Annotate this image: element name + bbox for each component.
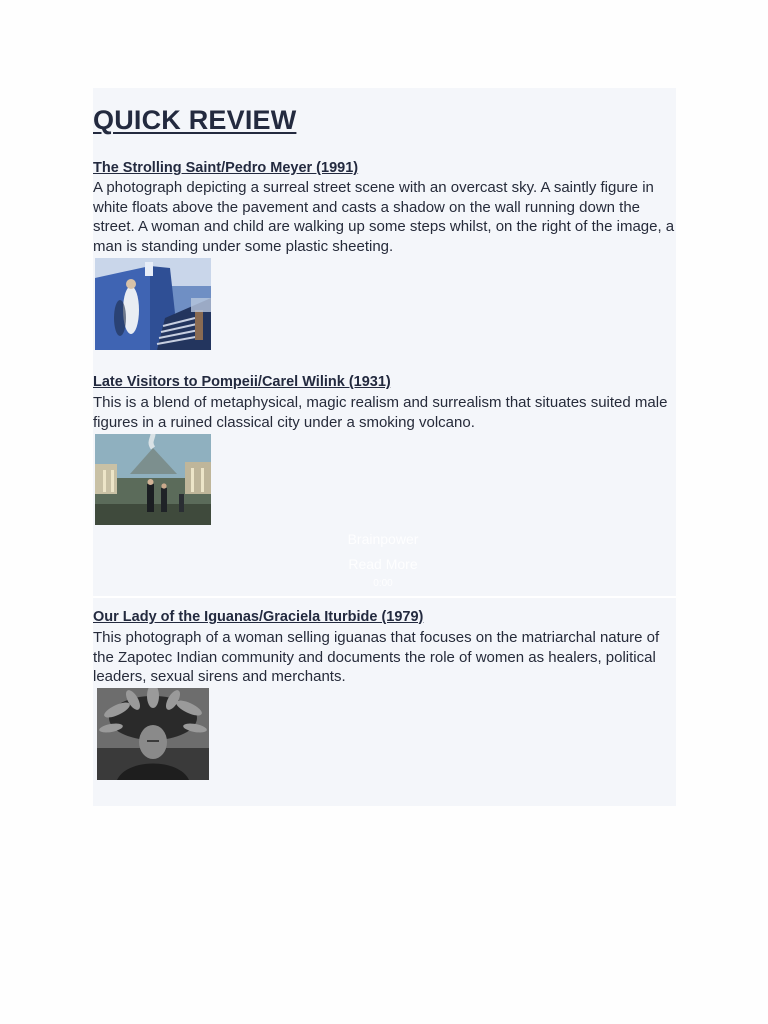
entry-title-late-visitors: Late Visitors to Pompeii/Carel Wilink (1931) xyxy=(93,374,391,390)
entry-body-strolling-saint: A photograph depicting a surreal street scene with an overcast sky. A saintly figure in white floats above the pavement and casts a shadow on the wall running down the street. A woman and child are walking up some steps whilst, on the right of the image, a man is standing under some plastic sheeting. xyxy=(93,179,675,255)
overlay-caption: Brainpower xyxy=(347,531,419,547)
entry-body-our-lady: This photograph of a woman selling iguanas that focuses on the matriarchal nature of the Zapotec Indian community and documents the role of women as healers, political leaders, sexual sirens and merchants. xyxy=(93,629,660,685)
our-lady-image xyxy=(97,688,209,780)
entry-title-strolling-saint: The Strolling Saint/Pedro Meyer (1991) xyxy=(93,160,359,176)
strolling-saint-image xyxy=(95,258,211,350)
entry-body-late-visitors: This is a blend of metaphysical, magic realism and surrealism that situates suited male figures in a ruined classical city under a smoking volcano. xyxy=(93,394,668,431)
overlay-read-more-link[interactable]: Read More xyxy=(348,556,418,572)
page-title: QUICK REVIEW xyxy=(93,105,297,135)
late-visitors-image xyxy=(95,434,211,525)
divider xyxy=(93,596,676,598)
overlay-timestamp: 0:00 xyxy=(373,578,393,589)
entry-title-our-lady: Our Lady of the Iguanas/Graciela Iturbide (1979) xyxy=(93,609,424,625)
